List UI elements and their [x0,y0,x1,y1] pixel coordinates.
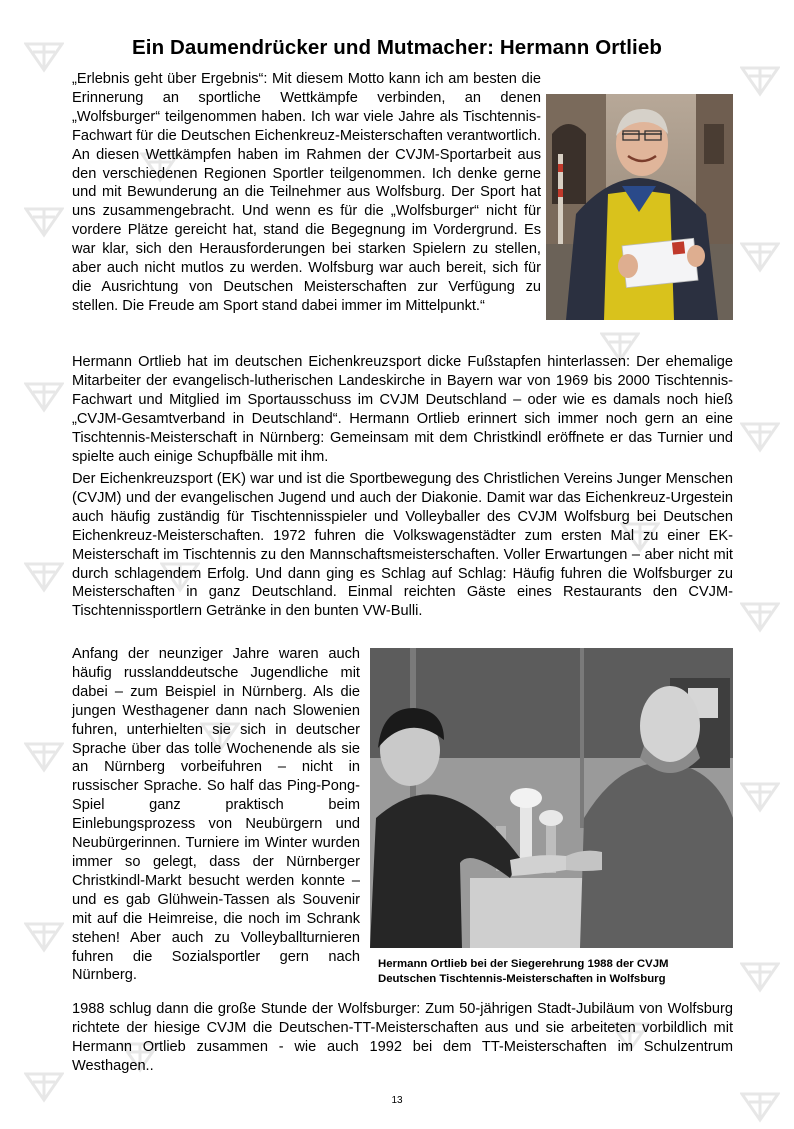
eichenkreuz-logo-icon [740,780,780,814]
eichenkreuz-logo-icon [24,40,64,74]
paragraph-quote: „Erlebnis geht über Ergebnis“: Mit diesem Motto kann ich am besten die Erinnerung an sportliche Wettkämpfe verbinden, an denen „Wolfsburger“ teilgenommen haben. Ich war viele Jahre als Tischtennis-Fachwart für die Deutschen Eichenkreuz-Meisterschaften verantwortlich. An diesen Wettkämpfen haben im Rahmen der CVJM-Sportarbeit aus den verschiedenen Regionen Sportler teilgenommen. Ich denke gerne und mit Bewunderung an die Teilnehmer aus Wolfsburg. Der Sport hat uns zusammengebracht. Und wenn es für die „Wolfsburger“ nicht für vordere Plätze gereicht hat, stand die Begegnung im Vordergrund. Es war klar, sich den Herausforderungen bei starken Spielern zu stellen, aber auch nicht mutlos zu werden. Wolfsburg war auch bereit, sich für die Ausrichtung von Deutschen Meisterschaften zur Verfügung zu stellen. Die Freude am Sport stand dabei immer im Mittelpunkt.“ [72,71,541,314]
eichenkreuz-logo-icon [24,740,64,774]
photo-caption-line-2: Deutschen Tischtennis-Meisterschaften in Wolfsburg [378,973,666,985]
eichenkreuz-logo-icon [740,64,780,98]
eichenkreuz-logo-icon [24,920,64,954]
paragraph-biography: Hermann Ortlieb hat im deutschen Eichenkreuzsport dicke Fußstapfen hinterlassen: Der ehemalige Mitarbeiter der evangelisch-lutherischen Landeskirche in Bayern war von 1969 bis 2000 Tischtennis-Fachwart und Mitglied im Sportausschuss im CVJM Deutschland – oder wie es damals noch hieß „CVJM-Gesamtverband in Deutschland“. Hermann Ortlieb erinnert sich immer noch gern an eine Tischtennis-Meisterschaft in Nürnberg: Gemeinsam mit dem Christkindl eröffnete er das Turnier und spielte auch einige Schupfbälle mit ihm. [72,354,733,465]
eichenkreuz-logo-icon [740,960,780,994]
paragraph-nineties: Anfang der neunziger Jahre waren auch häufig russlanddeutsche Jugendliche mit dabei – zum Beispiel in Nürnberg. Als die jungen Westhagener dann nach Slowenien fuhren, unterhielten sie sich in deutscher Sprache über das tolle Wochenende als sie an Nürnberg vorbeifuhren – nicht in russischer Sprache. So half das Ping-Pong-Spiel ganz praktisch beim Einlebungsprozess von Neubürgern und Neubürgerinnen. Turniere im Winter wurden immer so gelegt, dass der Nürnberger Christkindl-Markt besucht werden konnte – und es gab Glühwein-Tassen als Souvenir mit auf die Heimreise, die noch im Schrank stehen! Aber auch zu Volleyballturnieren fuhren die Sozialsportler gern nach Nürnberg. [72,646,360,984]
eichenkreuz-logo-icon [740,600,780,634]
photo-caption-line-1: Hermann Ortlieb bei der Siegerehrung 1988 der CVJM [378,958,669,970]
page-title: Ein Daumendrücker und Mutmacher: Hermann Ortlieb [132,36,662,59]
page-number: 13 [391,1095,403,1106]
eichenkreuz-logo-icon [24,560,64,594]
portrait-photo [546,94,733,320]
eichenkreuz-logo-icon [24,205,64,239]
paragraph-1988: 1988 schlug dann die große Stunde der Wolfsburger: Zum 50-jährigen Stadt-Jubiläum von Wolfsburg richtete der hiesige CVJM die Deutschen-TT-Meisterschaften aus und sie arbeiteten vorbildlich mit Hermann Ortlieb zusammen - wie auch 1992 bei dem TT-Meisterschaften im Schulzentrum Westhagen.. [72,1001,733,1074]
paragraph-eichenkreuz: Der Eichenkreuzsport (EK) war und ist die Sportbewegung des Christlichen Vereins Junger Menschen (CVJM) und der evangelischen Jugend und auch der Diakonie. Damit war das Eichenkreuz-Urgestein auch häufig zuständig für Tischtennisspieler und Volleyballer des CVJM Wolfsburg bei Deutschen Eichenkreuz-Meisterschaften. 1972 fuhren die Volkswagenstädter zum ersten Mal zu einer EK-Meisterschaft im Tischtennis zu den Mannschaftsmeisterschaften. Voller Erwartungen – aber nicht mit durch schlagendem Erfolg. Und dann ging es Schlag auf Schlag: Häufig fuhren die Wolfsburger zu Meisterschaften in ganz Deutschland. Einmal reichten Gäste eines Restaurants den CVJM-Tischtennissportlern Getränke in den bunten VW-Bulli. [72,471,733,620]
award-ceremony-photo [370,648,733,948]
eichenkreuz-logo-icon [740,240,780,274]
eichenkreuz-logo-icon [24,380,64,414]
eichenkreuz-logo-icon [740,420,780,454]
